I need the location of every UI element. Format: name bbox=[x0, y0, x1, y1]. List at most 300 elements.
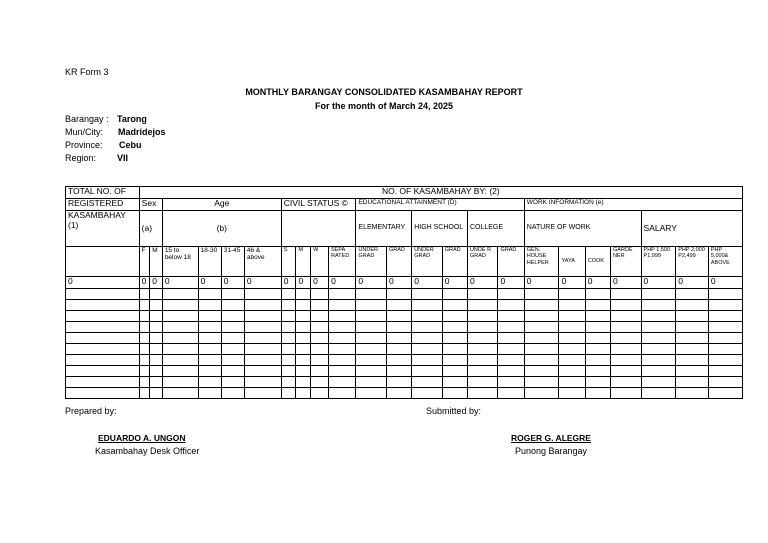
empty-cell bbox=[66, 289, 140, 300]
col-elem-undergrad: UNDER GRAD bbox=[356, 247, 387, 277]
empty-cell bbox=[356, 289, 387, 300]
empty-cell bbox=[356, 311, 387, 322]
empty-cell bbox=[524, 311, 559, 322]
empty-cell bbox=[524, 289, 559, 300]
age-header: Age bbox=[162, 199, 281, 211]
prepared-by-label: Prepared by: bbox=[65, 406, 117, 416]
empty-cell bbox=[221, 322, 244, 333]
empty-cell bbox=[559, 344, 585, 355]
preparer-title: Kasambahay Desk Officer bbox=[95, 446, 200, 456]
empty-cell bbox=[442, 322, 467, 333]
col-gen-house-helper: GEN. HOUSE HELPER bbox=[524, 247, 559, 277]
empty-cell bbox=[296, 311, 311, 322]
empty-cell bbox=[281, 300, 296, 311]
empty-cell bbox=[356, 344, 387, 355]
col-single: S bbox=[281, 247, 296, 277]
civil-status-blank bbox=[281, 211, 356, 247]
cell-separated: 0 bbox=[329, 277, 356, 289]
empty-cell bbox=[386, 344, 411, 355]
empty-cell bbox=[708, 300, 742, 311]
empty-cell bbox=[708, 344, 742, 355]
empty-cell bbox=[139, 311, 150, 322]
empty-cell bbox=[641, 355, 676, 366]
empty-cell bbox=[162, 388, 198, 399]
cell-age2: 0 bbox=[198, 277, 221, 289]
col-salary-5000: PHP 5,000& ABOVE bbox=[708, 247, 742, 277]
empty-cell bbox=[442, 333, 467, 344]
empty-cell bbox=[708, 355, 742, 366]
salary-header: SALARY bbox=[641, 211, 742, 247]
empty-cell bbox=[676, 377, 709, 388]
empty-cell bbox=[611, 377, 642, 388]
empty-cell bbox=[329, 355, 356, 366]
col-age-31-45: 31-45 bbox=[221, 247, 244, 277]
col-widowed: W bbox=[311, 247, 329, 277]
empty-cell bbox=[412, 377, 443, 388]
empty-cell bbox=[708, 311, 742, 322]
empty-cell bbox=[244, 322, 281, 333]
empty-cell bbox=[412, 366, 443, 377]
empty-cell bbox=[150, 322, 163, 333]
empty-cell bbox=[498, 388, 524, 399]
empty-cell bbox=[162, 355, 198, 366]
empty-cell bbox=[162, 333, 198, 344]
sex-sub: (a) bbox=[139, 211, 162, 247]
empty-cell bbox=[150, 377, 163, 388]
empty-cell bbox=[386, 322, 411, 333]
col-age-15-18: 15 to below 18 bbox=[162, 247, 198, 277]
empty-cell bbox=[329, 300, 356, 311]
empty-cell bbox=[139, 322, 150, 333]
empty-cell bbox=[585, 333, 610, 344]
empty-cell bbox=[585, 366, 610, 377]
empty-cell bbox=[676, 322, 709, 333]
empty-cell bbox=[467, 289, 498, 300]
empty-cell bbox=[611, 300, 642, 311]
empty-cell bbox=[386, 377, 411, 388]
no-of-kasambahay-header: NO. OF KASAMBAHAY BY: (2) bbox=[139, 187, 742, 199]
empty-cell bbox=[311, 322, 329, 333]
submitter-name: ROGER G. ALEGRE bbox=[511, 433, 591, 443]
empty-cell bbox=[585, 289, 610, 300]
empty-cell bbox=[386, 300, 411, 311]
empty-cell bbox=[198, 377, 221, 388]
empty-cell bbox=[386, 388, 411, 399]
empty-cell bbox=[585, 322, 610, 333]
empty-cell bbox=[412, 388, 443, 399]
empty-cell bbox=[198, 344, 221, 355]
age-sub: (b) bbox=[162, 211, 281, 247]
empty-cell bbox=[281, 322, 296, 333]
empty-cell bbox=[139, 366, 150, 377]
table-row bbox=[66, 311, 743, 322]
total-header-line3 bbox=[66, 211, 140, 247]
empty-cell bbox=[150, 388, 163, 399]
empty-cell bbox=[356, 333, 387, 344]
college-header: COLLEGE bbox=[467, 211, 524, 247]
cell-yaya: 0 bbox=[559, 277, 585, 289]
empty-cell bbox=[467, 333, 498, 344]
cell-widowed: 0 bbox=[311, 277, 329, 289]
empty-cell bbox=[329, 366, 356, 377]
submitted-by-label: Submitted by: bbox=[426, 406, 482, 416]
empty-cell bbox=[356, 366, 387, 377]
sex-header: Sex bbox=[139, 199, 162, 211]
empty-cell bbox=[442, 388, 467, 399]
empty-cell bbox=[524, 300, 559, 311]
empty-cell bbox=[281, 333, 296, 344]
empty-cell bbox=[221, 333, 244, 344]
empty-cell bbox=[611, 333, 642, 344]
empty-cell bbox=[498, 355, 524, 366]
empty-cell bbox=[498, 333, 524, 344]
table-row bbox=[66, 388, 743, 399]
total-header-line1: TOTAL NO. OF bbox=[66, 187, 140, 199]
cell-age1: 0 bbox=[162, 277, 198, 289]
col-college-undergrad: UNDE R GRAD bbox=[467, 247, 498, 277]
sub-blank bbox=[66, 247, 140, 277]
empty-cell bbox=[708, 377, 742, 388]
cell-salary1: 0 bbox=[641, 277, 676, 289]
empty-cell bbox=[66, 322, 140, 333]
empty-cell bbox=[296, 355, 311, 366]
empty-cell bbox=[524, 333, 559, 344]
empty-cell bbox=[708, 366, 742, 377]
empty-cell bbox=[198, 289, 221, 300]
empty-cell bbox=[498, 289, 524, 300]
empty-cell bbox=[244, 355, 281, 366]
empty-cell bbox=[296, 289, 311, 300]
empty-cell bbox=[296, 366, 311, 377]
empty-cell bbox=[498, 344, 524, 355]
empty-cell bbox=[641, 311, 676, 322]
col-hs-grad: GRAD bbox=[442, 247, 467, 277]
empty-cell bbox=[356, 388, 387, 399]
empty-cell bbox=[162, 322, 198, 333]
empty-cell bbox=[162, 377, 198, 388]
empty-cell bbox=[386, 333, 411, 344]
submitter-title: Punong Barangay bbox=[515, 446, 588, 456]
empty-cell bbox=[296, 344, 311, 355]
empty-cell bbox=[524, 366, 559, 377]
empty-cell bbox=[412, 333, 443, 344]
empty-cell bbox=[150, 355, 163, 366]
empty-cell bbox=[281, 344, 296, 355]
cell-single: 0 bbox=[281, 277, 296, 289]
empty-cell bbox=[162, 366, 198, 377]
empty-cell bbox=[412, 289, 443, 300]
empty-cell bbox=[66, 366, 140, 377]
preparer-name: EDUARDO A. UNGON bbox=[98, 433, 186, 443]
cell-male: 0 bbox=[150, 277, 163, 289]
empty-cell bbox=[611, 344, 642, 355]
empty-cell bbox=[150, 344, 163, 355]
cell-elem-grad: 0 bbox=[386, 277, 411, 289]
col-female: F bbox=[139, 247, 150, 277]
empty-cell bbox=[221, 300, 244, 311]
empty-cell bbox=[611, 355, 642, 366]
work-information-header: WORK INFORMATION (e) bbox=[524, 199, 742, 211]
total-header-kasambahay: KASAMBAHAY bbox=[68, 210, 126, 220]
empty-cell bbox=[611, 322, 642, 333]
empty-cell bbox=[150, 333, 163, 344]
province-label: Province: bbox=[65, 140, 103, 150]
empty-cell bbox=[139, 289, 150, 300]
empty-cell bbox=[442, 300, 467, 311]
empty-cell bbox=[139, 377, 150, 388]
cell-total: 0 bbox=[66, 277, 140, 289]
empty-cell bbox=[139, 344, 150, 355]
empty-cell bbox=[198, 322, 221, 333]
empty-cell bbox=[467, 322, 498, 333]
empty-cell bbox=[281, 388, 296, 399]
province-value: Cebu bbox=[119, 140, 142, 150]
empty-cell bbox=[467, 388, 498, 399]
empty-cell bbox=[412, 322, 443, 333]
empty-cell bbox=[498, 377, 524, 388]
col-age-46-above: 46 & above bbox=[244, 247, 281, 277]
empty-cell bbox=[198, 355, 221, 366]
empty-cell bbox=[559, 333, 585, 344]
empty-cell bbox=[467, 377, 498, 388]
col-salary-1500: PHP 1,500 P1,999 bbox=[641, 247, 676, 277]
empty-cell bbox=[139, 355, 150, 366]
cell-salary3: 0 bbox=[708, 277, 742, 289]
empty-cell bbox=[281, 355, 296, 366]
empty-cell bbox=[585, 388, 610, 399]
municipality-label: Mun/City: bbox=[65, 127, 104, 137]
empty-cell bbox=[559, 388, 585, 399]
empty-cell bbox=[311, 311, 329, 322]
empty-cell bbox=[139, 333, 150, 344]
empty-cell bbox=[356, 355, 387, 366]
empty-cell bbox=[329, 333, 356, 344]
empty-cell bbox=[66, 344, 140, 355]
empty-cell bbox=[559, 311, 585, 322]
empty-cell bbox=[281, 377, 296, 388]
empty-cell bbox=[311, 377, 329, 388]
col-yaya: YAYA bbox=[559, 247, 585, 277]
empty-cell bbox=[708, 388, 742, 399]
empty-cell bbox=[467, 355, 498, 366]
empty-cell bbox=[329, 388, 356, 399]
empty-cell bbox=[559, 300, 585, 311]
empty-cell bbox=[442, 366, 467, 377]
table-row bbox=[66, 355, 743, 366]
empty-cell bbox=[139, 300, 150, 311]
empty-cell bbox=[641, 300, 676, 311]
empty-cell bbox=[412, 300, 443, 311]
empty-cell bbox=[162, 289, 198, 300]
empty-cell bbox=[676, 333, 709, 344]
empty-cell bbox=[559, 355, 585, 366]
empty-cell bbox=[150, 300, 163, 311]
empty-cell bbox=[412, 311, 443, 322]
empty-cell bbox=[221, 311, 244, 322]
col-male: M bbox=[150, 247, 163, 277]
empty-cell bbox=[559, 289, 585, 300]
empty-cell bbox=[162, 344, 198, 355]
empty-cell bbox=[641, 289, 676, 300]
cell-elem-undergrad: 0 bbox=[356, 277, 387, 289]
table-row bbox=[66, 333, 743, 344]
empty-cell bbox=[442, 344, 467, 355]
empty-cell bbox=[611, 388, 642, 399]
col-elem-grad: GRAD bbox=[386, 247, 411, 277]
cell-salary2: 0 bbox=[676, 277, 709, 289]
empty-cell bbox=[676, 388, 709, 399]
empty-cell bbox=[66, 377, 140, 388]
empty-cell bbox=[585, 355, 610, 366]
empty-cell bbox=[356, 377, 387, 388]
table-row bbox=[66, 366, 743, 377]
empty-cell bbox=[281, 366, 296, 377]
col-married: M bbox=[296, 247, 311, 277]
col-age-18-30: 18-30 bbox=[198, 247, 221, 277]
col-salary-2000: PHP 2,000 P2,499 bbox=[676, 247, 709, 277]
col-separated: SEPA RATED bbox=[329, 247, 356, 277]
empty-cell bbox=[467, 344, 498, 355]
empty-cell bbox=[296, 377, 311, 388]
cell-female: 0 bbox=[139, 277, 150, 289]
barangay-label: Barangay : bbox=[65, 114, 109, 124]
cell-married: 0 bbox=[296, 277, 311, 289]
empty-cell bbox=[676, 300, 709, 311]
empty-cell bbox=[221, 289, 244, 300]
empty-cell bbox=[296, 388, 311, 399]
empty-cell bbox=[198, 388, 221, 399]
col-cook: COOK bbox=[585, 247, 610, 277]
cell-cook: 0 bbox=[585, 277, 610, 289]
empty-cell bbox=[498, 366, 524, 377]
table-row bbox=[66, 300, 743, 311]
empty-cell bbox=[244, 366, 281, 377]
cell-college-undergrad: 0 bbox=[467, 277, 498, 289]
empty-cell bbox=[467, 311, 498, 322]
empty-cell bbox=[66, 311, 140, 322]
report-title: MONTHLY BARANGAY CONSOLIDATED KASAMBAHAY REPORT bbox=[245, 87, 523, 97]
empty-cell bbox=[244, 333, 281, 344]
empty-cell bbox=[221, 377, 244, 388]
empty-cell bbox=[329, 344, 356, 355]
empty-cell bbox=[311, 355, 329, 366]
table-row bbox=[66, 377, 743, 388]
empty-cell bbox=[66, 300, 140, 311]
empty-cell bbox=[559, 366, 585, 377]
empty-cell bbox=[641, 322, 676, 333]
empty-cell bbox=[585, 311, 610, 322]
empty-cell bbox=[524, 344, 559, 355]
empty-cell bbox=[198, 300, 221, 311]
empty-cell bbox=[442, 289, 467, 300]
elementary-header: ELEMENTARY bbox=[356, 211, 412, 247]
empty-cell bbox=[296, 300, 311, 311]
empty-cell bbox=[467, 366, 498, 377]
empty-cell bbox=[611, 366, 642, 377]
empty-cell bbox=[221, 344, 244, 355]
table-row bbox=[66, 322, 743, 333]
empty-cell bbox=[244, 289, 281, 300]
empty-cell bbox=[442, 355, 467, 366]
empty-cell bbox=[150, 289, 163, 300]
empty-cell bbox=[442, 377, 467, 388]
empty-cell bbox=[311, 366, 329, 377]
empty-cell bbox=[296, 322, 311, 333]
empty-cell bbox=[281, 289, 296, 300]
table-row bbox=[66, 344, 743, 355]
empty-cell bbox=[559, 377, 585, 388]
empty-cell bbox=[467, 300, 498, 311]
empty-cell bbox=[611, 289, 642, 300]
empty-cell bbox=[611, 311, 642, 322]
empty-cell bbox=[708, 322, 742, 333]
table-row bbox=[66, 277, 743, 289]
empty-cell bbox=[498, 311, 524, 322]
empty-cell bbox=[150, 366, 163, 377]
empty-cell bbox=[585, 300, 610, 311]
empty-cell bbox=[386, 366, 411, 377]
empty-cell bbox=[139, 388, 150, 399]
empty-cell bbox=[281, 311, 296, 322]
empty-cell bbox=[641, 388, 676, 399]
empty-cell bbox=[524, 377, 559, 388]
empty-cell bbox=[311, 344, 329, 355]
empty-cell bbox=[498, 300, 524, 311]
empty-cell bbox=[585, 344, 610, 355]
empty-cell bbox=[559, 322, 585, 333]
empty-cell bbox=[296, 333, 311, 344]
form-code: KR Form 3 bbox=[65, 67, 109, 77]
empty-cell bbox=[198, 366, 221, 377]
empty-cell bbox=[676, 344, 709, 355]
cell-hs-undergrad: 0 bbox=[412, 277, 443, 289]
col-gardener: GARDE NER bbox=[611, 247, 642, 277]
empty-cell bbox=[676, 355, 709, 366]
cell-gen-helper: 0 bbox=[524, 277, 559, 289]
cell-hs-grad: 0 bbox=[442, 277, 467, 289]
civil-status-header: CIVIL STATUS © bbox=[281, 199, 356, 211]
empty-cell bbox=[150, 311, 163, 322]
empty-cell bbox=[311, 289, 329, 300]
region-value: VII bbox=[117, 153, 129, 163]
col-hs-undergrad: UNDER GRAD bbox=[412, 247, 443, 277]
empty-cell bbox=[221, 366, 244, 377]
nature-of-work-header: NATURE OF WORK bbox=[524, 211, 641, 247]
empty-cell bbox=[244, 344, 281, 355]
empty-cell bbox=[676, 289, 709, 300]
total-header-number: (1) bbox=[68, 219, 79, 230]
educational-attainment-header: EDUCATIONAL ATTAINMENT (D) bbox=[356, 199, 524, 211]
empty-cell bbox=[412, 355, 443, 366]
empty-cell bbox=[524, 322, 559, 333]
empty-cell bbox=[386, 355, 411, 366]
empty-cell bbox=[676, 311, 709, 322]
empty-cell bbox=[311, 300, 329, 311]
table-row bbox=[66, 289, 743, 300]
empty-cell bbox=[329, 377, 356, 388]
cell-college-grad: 0 bbox=[498, 277, 524, 289]
cell-gardener: 0 bbox=[611, 277, 642, 289]
empty-cell bbox=[221, 388, 244, 399]
empty-cell bbox=[66, 355, 140, 366]
empty-cell bbox=[329, 311, 356, 322]
empty-cell bbox=[524, 355, 559, 366]
high-school-header: HIGH SCHOOL bbox=[412, 211, 468, 247]
empty-cell bbox=[641, 333, 676, 344]
barangay-value: Tarong bbox=[117, 114, 147, 124]
report-subtitle: For the month of March 24, 2025 bbox=[314, 101, 454, 111]
empty-cell bbox=[198, 333, 221, 344]
